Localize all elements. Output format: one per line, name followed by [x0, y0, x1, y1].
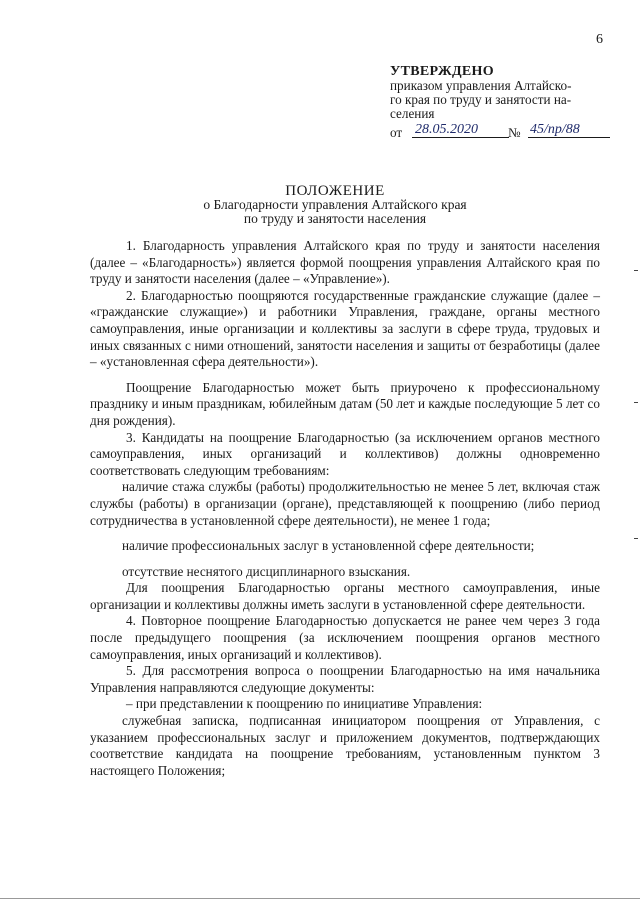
document-subtitle: о Благодарности управления Алтайского края: [203, 197, 467, 212]
requirement-item: отсутствие неснятого дисциплинарного взыскания.: [122, 563, 411, 579]
page-number: 6: [596, 32, 603, 47]
approval-line: го края по труду и занятости на-: [390, 92, 572, 107]
order-date-handwritten: 28.05.2020: [412, 123, 509, 138]
paragraph: 3. Кандидаты на поощрение Благодарностью (за исключением органов местного самоуправления, иных организаций и коллективов) должны одновременно соответствовать следующим требованиям:: [90, 429, 600, 478]
requirement-item: наличие стажа службы (работы) продолжительностью не менее 5 лет, включая стаж службы (работы) в организации (органе), представляющей к поощрению (либо период сотрудничества в установленной сфере деятельности), не менее 1 года;: [90, 479, 600, 528]
document-title: ПОЛОЖЕНИЕ: [285, 183, 385, 199]
scan-margin-mark: [634, 538, 638, 539]
scan-margin-mark: [634, 402, 638, 403]
scan-margin-mark: [634, 270, 638, 271]
approval-line: приказом управления Алтайско-: [390, 78, 572, 93]
paragraph: – при представлении к поощрению по инициативе Управления:: [126, 696, 483, 712]
approval-stamp: [390, 65, 610, 141]
requirement-item: наличие профессиональных заслуг в установленной сфере деятельности;: [122, 538, 535, 554]
order-number-handwritten: 45/пр/88: [528, 123, 610, 138]
paragraph: Для поощрения Благодарностью органы местного самоуправления, иные организации и коллективы должны иметь заслуги в установленной сфере деятельности.: [90, 580, 600, 612]
paragraph: 5. Для рассмотрения вопроса о поощрении Благодарностью на имя начальника Управления направляются следующие документы:: [90, 663, 600, 695]
order-number-sign: №: [508, 125, 521, 140]
scan-edge-line: [0, 898, 640, 899]
approval-heading: УТВЕРЖДЕНО: [390, 64, 494, 79]
paragraph: Поощрение Благодарностью может быть приурочено к профессиональному празднику и иным праздникам, юбилейным датам (50 лет и каждые последующие 5 лет со дня рождения).: [90, 379, 600, 428]
document-body: [90, 238, 600, 779]
document-subtitle: по труду и занятости населения: [243, 211, 427, 226]
order-ot-label: от: [390, 125, 403, 140]
approval-line: селения: [390, 106, 435, 121]
paragraph: 4. Повторное поощрение Благодарностью допускается не ранее чем через 3 года после предыдущего поощрения (за исключением поощрения органов местного самоуправления, иных организаций и коллективов).: [90, 613, 600, 662]
paragraph: служебная записка, подписанная инициатором поощрения от Управления, с указанием профессиональных заслуг и приложением документов, подтверждающих соответствие кандидата на поощрение требованиям, установленным пунктом 3 настоящего Положения;: [90, 713, 600, 778]
order-reference: [390, 123, 610, 141]
paragraph: 1. Благодарность управления Алтайского края по труду и занятости населения (далее – «Благодарность») является формой поощрения управления Алтайского края по труду и занятости населения (далее – «Управление»).: [90, 238, 600, 287]
paragraph: 2. Благодарностью поощряются государственные гражданские служащие (далее – «гражданские служащие») и работники Управления, граждане, органы местного самоуправления, иные организации и коллективы за заслуги в сфере труда, трудовых и иных связанных с ними отношений, занятости населения и защиты от безработицы (далее – «установленная сфера деятельности»).: [90, 287, 600, 370]
document-title-block: [120, 184, 550, 226]
